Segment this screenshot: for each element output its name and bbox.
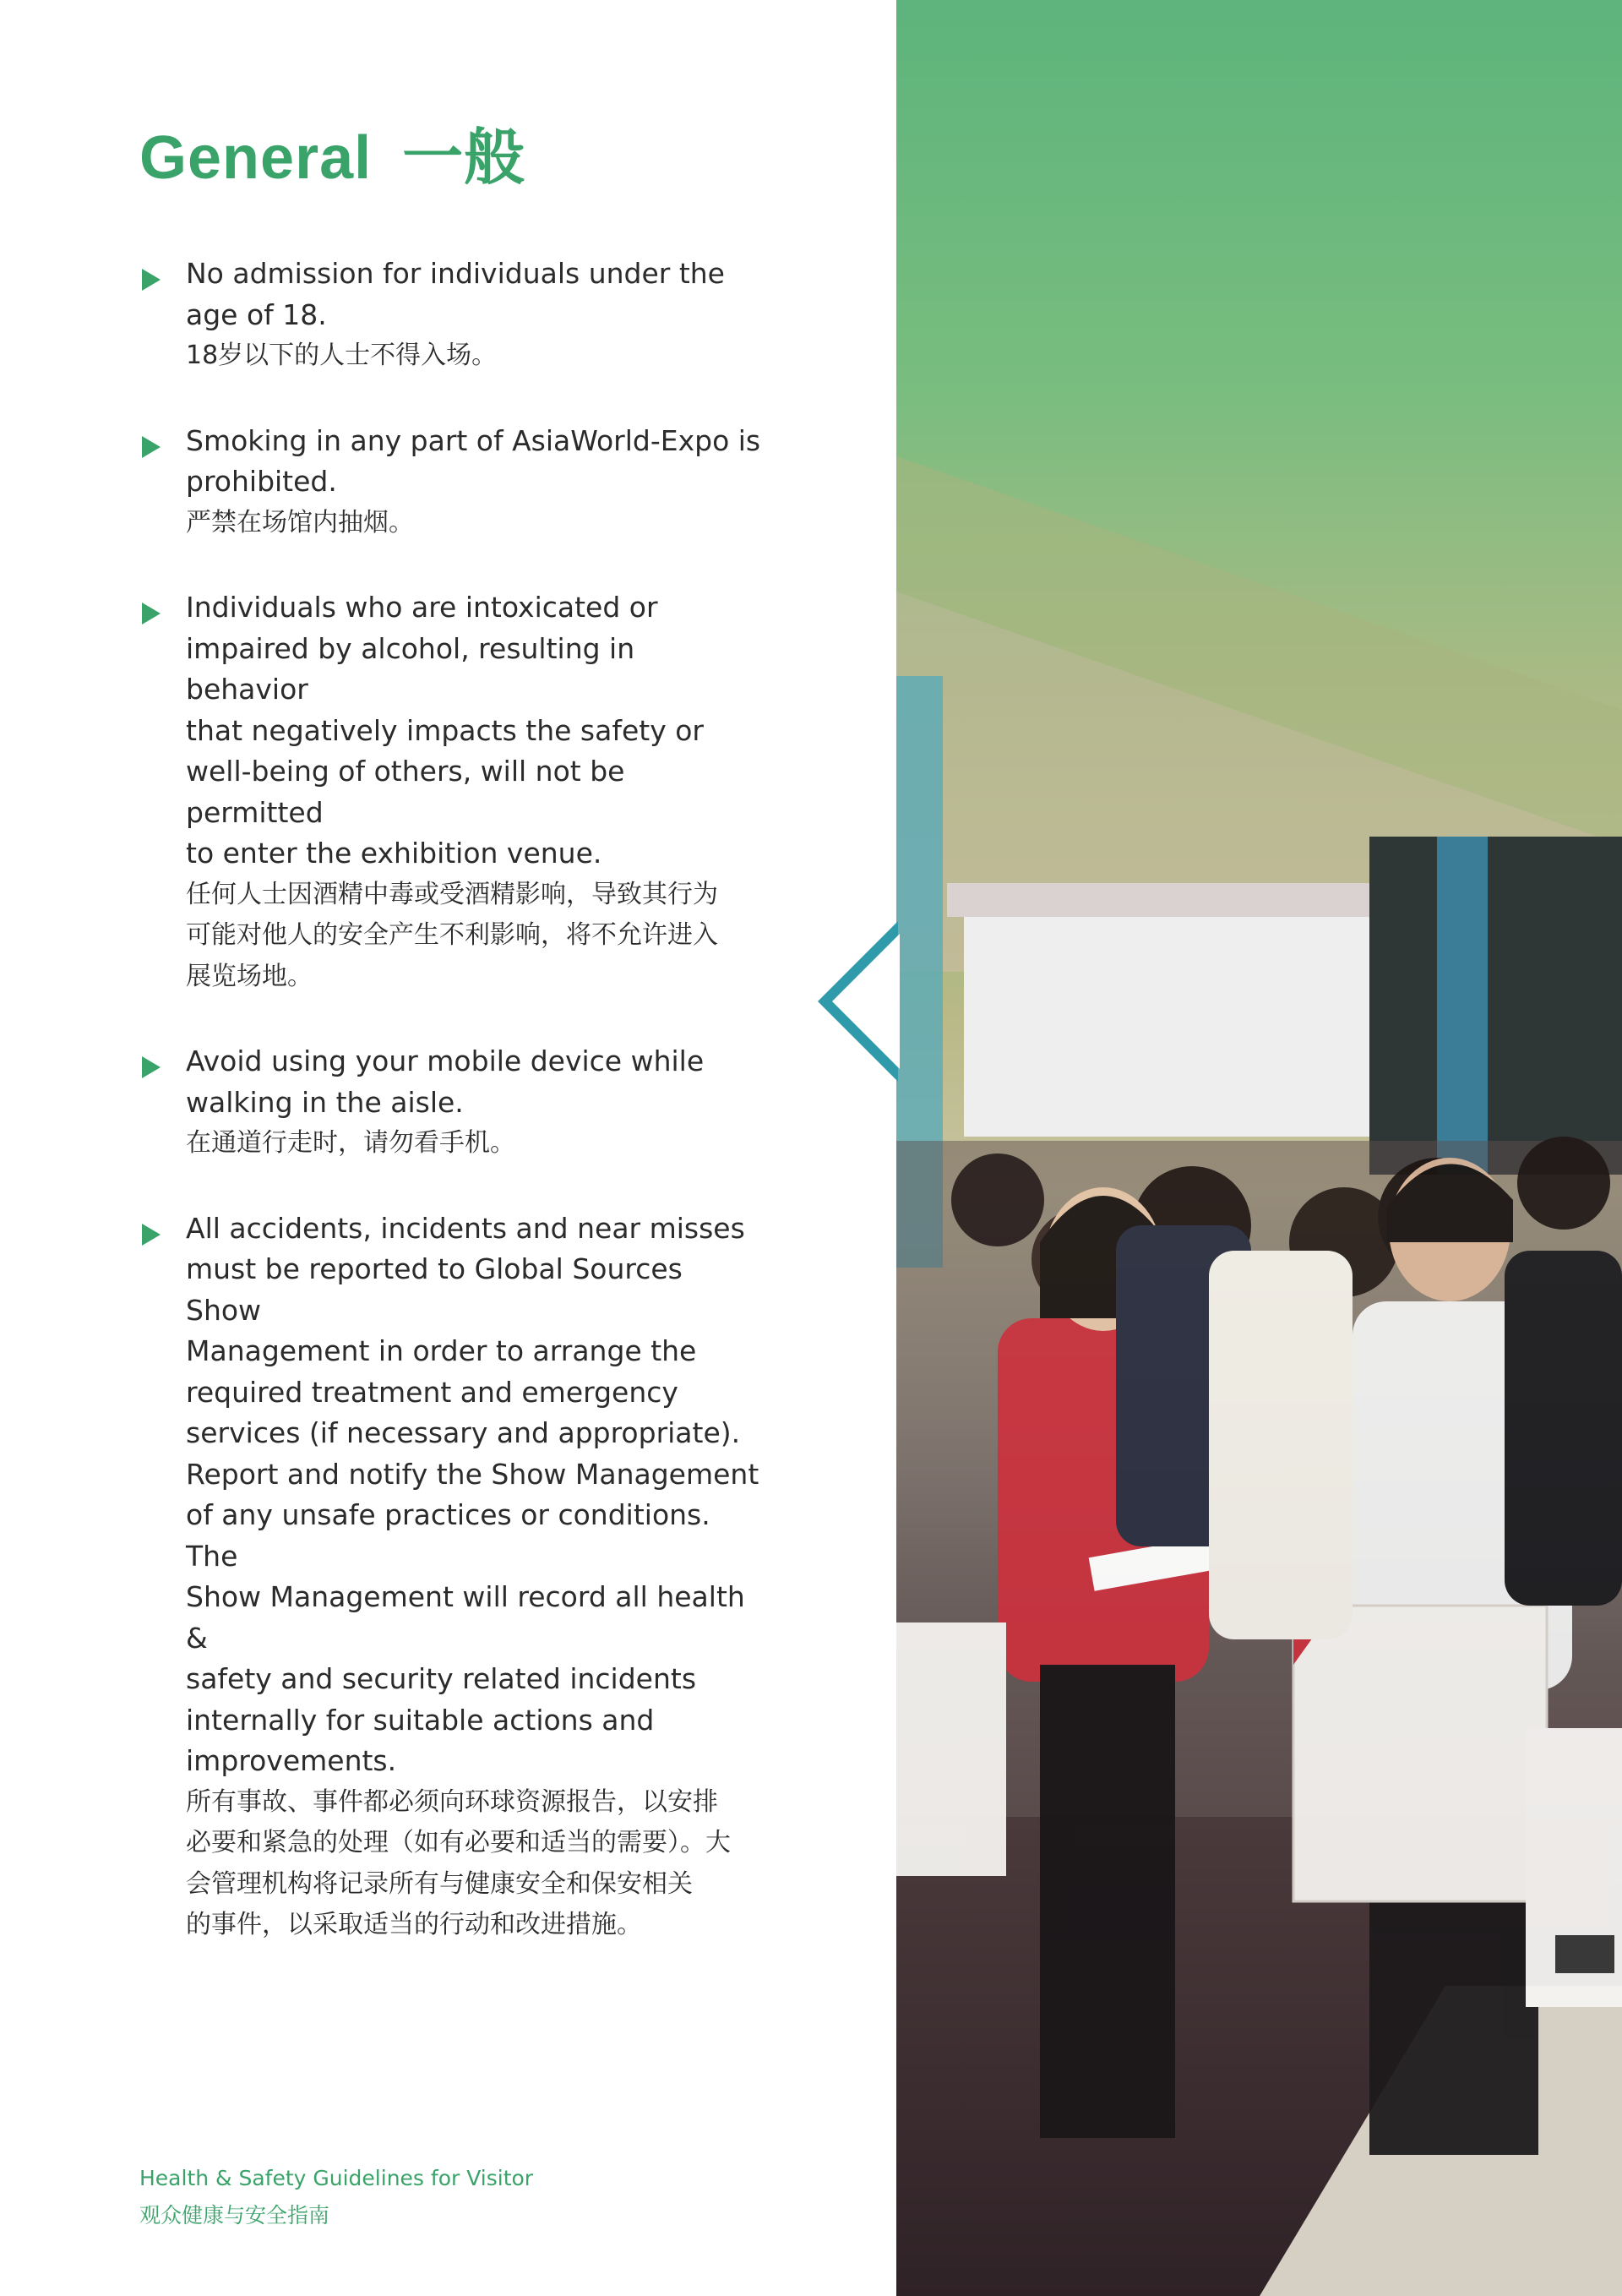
play-arrow-icon [142,436,161,458]
rule-text-zh: 所有事故、事件都必须向环球资源报告，以安排 必要和紧急的处理（如有必要和适当的需要）。大 会管理机构将记录所有与健康安全和保安相关 的事件，以采取适当的行动和改进措施。 [186,1786,731,1939]
rule-text-zh: 在通道行走时，请勿看手机。 [186,1128,515,1158]
rule-item [139,1208,765,1946]
rule-text-en: Individuals who are intoxicated or impaired by alcohol, resulting in behavior that negatively impacts the safety or well-being of others, will not be permitted to enter the exhibition venue. [186,591,704,870]
title-zh: 一般 [402,124,526,192]
rule-text-en: Smoking in any part of AsiaWorld-Expo is prohibited. [186,423,761,498]
rule-text-en: No admission for individuals under the age of 18. [186,257,725,331]
play-arrow-icon [142,1056,161,1078]
title-en: General [139,124,373,192]
footer-zh: 观众健康与安全指南 [139,2203,330,2228]
rule-item [139,254,765,377]
photo-notch-inner [832,934,900,1069]
rule-item [139,1041,765,1164]
footer [139,2160,533,2234]
rule-text-zh: 严禁在场馆内抽烟。 [186,507,414,537]
rule-text-en: All accidents, incidents and near misses must be reported to Global Sources Show Management in order to arrange the required treatment and emergency services (if necessary and appropriate). Report and notify the Show Management of any unsafe practices or conditions. The Show Management will record all health & safety and security related incidents internally for suitable actions and improvements. [186,1211,759,1777]
rule-item [139,421,765,544]
play-arrow-icon [142,269,161,291]
rule-text-zh: 任何人士因酒精中毒或受酒精影响，导致其行为 可能对他人的安全产生不利影响，将不允许进入 展览场地。 [186,879,718,991]
footer-en: Health & Safety Guidelines for Visitor [139,2166,534,2190]
rules-list [139,254,765,1990]
rule-text-zh: 18岁以下的人士不得入场。 [186,341,498,370]
play-arrow-icon [142,1224,161,1246]
rule-item [139,587,765,997]
expo-crowd-photo [896,0,1622,2296]
rule-text-en: Avoid using your mobile device while walking in the aisle. [186,1044,705,1119]
play-arrow-icon [142,603,161,624]
photo-illustration [896,0,1622,2296]
page-title [139,108,525,196]
